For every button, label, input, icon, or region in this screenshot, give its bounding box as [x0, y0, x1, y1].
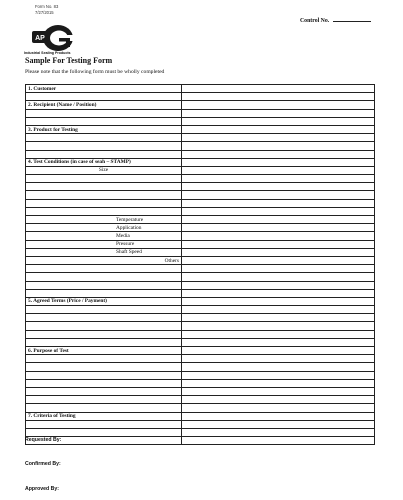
confirmed-by-label: Confirmed By: [25, 461, 61, 467]
field-value-cell[interactable] [182, 109, 375, 117]
section-heading: 3. Product for Testing [26, 125, 182, 133]
field-label: Shaft Speed [26, 248, 182, 256]
field-label [26, 134, 182, 142]
field-label [26, 281, 182, 289]
form-row [26, 232, 375, 240]
form-row [26, 191, 375, 199]
form-date: 7/27/2015 [35, 10, 54, 15]
form-row [26, 396, 375, 404]
field-value-cell[interactable] [182, 232, 375, 240]
field-value-cell[interactable] [182, 355, 375, 363]
field-value-cell[interactable] [182, 420, 375, 428]
field-value-cell[interactable] [182, 117, 375, 125]
field-value-cell[interactable] [182, 404, 375, 412]
form-row [26, 297, 375, 305]
svg-text:AP: AP [35, 35, 45, 42]
field-label [26, 207, 182, 215]
page-title: Sample For Testing Form [25, 56, 113, 65]
field-value-cell[interactable] [182, 314, 375, 322]
control-number [300, 16, 371, 24]
field-label [26, 117, 182, 125]
testing-form-table [25, 84, 375, 445]
field-value-cell[interactable] [182, 306, 375, 314]
form-row [26, 371, 375, 379]
field-value-cell[interactable] [182, 93, 375, 101]
form-row [26, 379, 375, 387]
field-label: Others [26, 256, 182, 264]
field-label [26, 420, 182, 428]
form-row [26, 216, 375, 224]
form-row [26, 207, 375, 215]
section-heading: 5. Agreed Terms (Price / Payment) [26, 297, 182, 305]
field-label: Temperature [26, 216, 182, 224]
approved-by-label: Approved By: [25, 486, 60, 492]
field-label [26, 93, 182, 101]
form-row [26, 125, 375, 133]
field-label [26, 404, 182, 412]
field-value-cell[interactable] [182, 338, 375, 346]
form-row [26, 109, 375, 117]
field-value-cell[interactable] [182, 412, 375, 420]
field-value-cell[interactable] [182, 224, 375, 232]
field-label [26, 199, 182, 207]
field-label: Pressure [26, 240, 182, 248]
form-row [26, 265, 375, 273]
field-value-cell[interactable] [182, 158, 375, 166]
form-row [26, 142, 375, 150]
form-row [26, 240, 375, 248]
form-row [26, 183, 375, 191]
form-row [26, 150, 375, 158]
field-value-cell[interactable] [182, 150, 375, 158]
field-label [26, 183, 182, 191]
field-label: Size [26, 166, 182, 174]
field-value-cell[interactable] [182, 216, 375, 224]
logo-subtitle: Industrial Sealing Products [24, 51, 71, 55]
field-label [26, 150, 182, 158]
field-label [26, 330, 182, 338]
field-value-cell[interactable] [182, 134, 375, 142]
field-value-cell[interactable] [182, 371, 375, 379]
form-row [26, 412, 375, 420]
field-value-cell[interactable] [182, 207, 375, 215]
form-row [26, 134, 375, 142]
form-row [26, 347, 375, 355]
form-row [26, 306, 375, 314]
field-label [26, 363, 182, 371]
field-value-cell[interactable] [182, 256, 375, 264]
field-value-cell[interactable] [182, 330, 375, 338]
form-row [26, 355, 375, 363]
field-value-cell[interactable] [182, 142, 375, 150]
form-row [26, 330, 375, 338]
field-label [26, 289, 182, 297]
field-value-cell[interactable] [182, 175, 375, 183]
field-label [26, 428, 182, 436]
field-value-cell[interactable] [182, 240, 375, 248]
field-value-cell[interactable] [182, 322, 375, 330]
form-row [26, 101, 375, 109]
field-label: Application [26, 224, 182, 232]
field-label [26, 379, 182, 387]
field-value-cell[interactable] [182, 273, 375, 281]
form-row [26, 404, 375, 412]
field-label [26, 371, 182, 379]
form-row [26, 85, 375, 93]
field-value-cell[interactable] [182, 396, 375, 404]
form-row [26, 199, 375, 207]
section-heading: 1. Customer [26, 85, 182, 93]
form-number: Form No. 83 [35, 4, 59, 9]
field-label [26, 306, 182, 314]
form-row [26, 437, 375, 445]
field-label [26, 273, 182, 281]
field-value-cell[interactable] [182, 199, 375, 207]
field-value-cell[interactable] [182, 125, 375, 133]
field-value-cell[interactable] [182, 166, 375, 174]
section-heading: 6. Purpose of Test [26, 347, 182, 355]
field-value-cell[interactable] [182, 347, 375, 355]
field-label [26, 322, 182, 330]
field-label [26, 314, 182, 322]
control-label: Control No. [300, 18, 330, 24]
form-row [26, 363, 375, 371]
form-row [26, 93, 375, 101]
field-value-cell[interactable] [182, 428, 375, 436]
field-value-cell[interactable] [182, 265, 375, 273]
field-label [26, 387, 182, 395]
field-label [26, 338, 182, 346]
form-row [26, 338, 375, 346]
form-row [26, 117, 375, 125]
field-value-cell[interactable] [182, 248, 375, 256]
section-heading: 7. Criteria of Testing [26, 412, 182, 420]
instructions-note: Please note that the following form must be wholly completed [25, 69, 165, 75]
company-logo-icon [30, 23, 76, 53]
field-value-cell[interactable] [182, 297, 375, 305]
form-row [26, 256, 375, 264]
requested-by-label: Requested By: [25, 437, 62, 443]
field-label [26, 396, 182, 404]
section-heading: 4. Test Conditions (in case of seah – STAMP) [26, 158, 182, 166]
field-value-cell[interactable] [182, 191, 375, 199]
field-label [26, 191, 182, 199]
field-label [26, 355, 182, 363]
form-row [26, 322, 375, 330]
field-value-cell[interactable] [182, 289, 375, 297]
form-row [26, 175, 375, 183]
section-heading: 2. Recipient (Name / Position) [26, 101, 182, 109]
field-label [26, 175, 182, 183]
field-value-cell[interactable] [182, 101, 375, 109]
form-row [26, 314, 375, 322]
form-row [26, 428, 375, 436]
field-value-cell[interactable] [182, 85, 375, 93]
field-value-cell[interactable] [182, 437, 375, 445]
form-row [26, 281, 375, 289]
form-row [26, 166, 375, 174]
field-value-cell[interactable] [182, 387, 375, 395]
form-row [26, 420, 375, 428]
field-value-cell[interactable] [182, 183, 375, 191]
field-value-cell[interactable] [182, 363, 375, 371]
form-row [26, 289, 375, 297]
field-value-cell[interactable] [182, 281, 375, 289]
control-number-field[interactable] [333, 16, 371, 22]
form-row [26, 273, 375, 281]
form-row [26, 224, 375, 232]
form-row [26, 248, 375, 256]
form-meta [35, 4, 58, 16]
field-value-cell[interactable] [182, 379, 375, 387]
field-label [26, 265, 182, 273]
form-row [26, 158, 375, 166]
form-table-body [26, 85, 375, 445]
field-label [26, 109, 182, 117]
field-label: Media [26, 232, 182, 240]
form-row [26, 387, 375, 395]
field-label [26, 142, 182, 150]
